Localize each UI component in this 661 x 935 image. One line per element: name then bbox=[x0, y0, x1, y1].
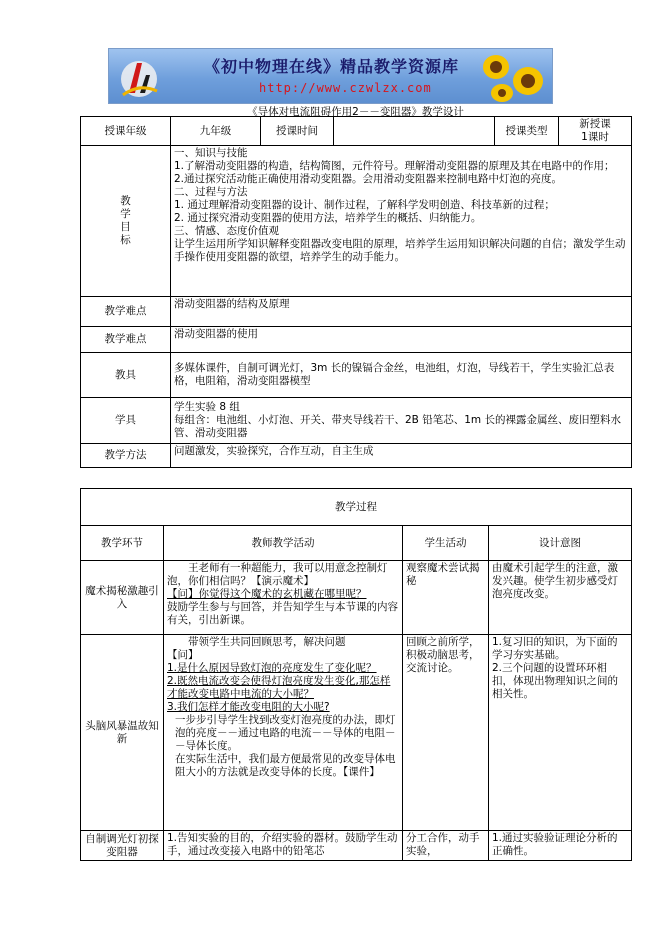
keypoint-value: 滑动变阻器的使用 bbox=[171, 327, 632, 353]
student-tools-label: 学具 bbox=[81, 398, 171, 444]
objective-line: 让学生运用所学知识解释变阻器改变电阻的原理，培养学生运用知识解决问题的自信；激发学生动手操作使用变阻器的欲望，培养学生的动手能力。 bbox=[174, 238, 626, 263]
method-label: 教学方法 bbox=[81, 444, 171, 468]
grade-label: 授课年级 bbox=[81, 117, 171, 146]
site-logo-icon bbox=[115, 53, 163, 101]
row1-teacher-question: 【问】你觉得这个魔术的玄机藏在哪里呢？ bbox=[167, 588, 367, 600]
row3-intent: 1.通过实验验证理论分析的正确性。 bbox=[489, 831, 632, 861]
grade-value: 九年级 bbox=[171, 117, 261, 146]
row2-question: 1.是什么原因导致灯泡的亮度发生了变化呢？ bbox=[167, 662, 377, 674]
row2-intent-line: 1.复习旧的知识，为下面的学习夯实基础。 bbox=[492, 636, 618, 661]
tools-value: 多媒体课件，自制可调光灯，3m 长的镍镉合金丝，电池组，灯泡，导线若干，学生实验汇总表格，电阻箱，滑动变阻器模型 bbox=[171, 353, 632, 398]
row2-teacher-line: 一步步引导学生找到改变灯泡亮度的办法，即灯泡的亮度－－通过电路的电流－－导体的电阻－－导体长度。 bbox=[175, 714, 396, 752]
lesson-info-table bbox=[80, 116, 632, 468]
objective-line: 一、知识与技能 bbox=[174, 147, 248, 159]
row1-student: 观察魔术尝试揭秘 bbox=[403, 561, 489, 635]
banner-url[interactable]: http://www.czwlzx.com bbox=[259, 81, 432, 95]
tools-label: 教具 bbox=[81, 353, 171, 398]
row2-intent-line: 2.三个问题的设置环环相扣，体现出物理知识之间的相关性。 bbox=[492, 662, 618, 700]
row1-teacher-line: 鼓励学生参与与回答，并告知学生与本节课的内容有关，引出新课。 bbox=[167, 601, 398, 626]
row2-teacher-line: 在实际生活中，我们最方便最常见的改变导体电阻大小的方法就是改变导体的长度。【课件】 bbox=[175, 753, 396, 778]
row2-teacher bbox=[164, 635, 403, 831]
row2-student: 回顾之前所学，积极动脑思考，交流讨论。 bbox=[403, 635, 489, 831]
row2-stage: 头脑风暴温故知新 bbox=[81, 635, 164, 831]
header-intent: 设计意图 bbox=[489, 526, 632, 561]
row3-teacher: 1.告知实验的目的，介绍实验的器材。鼓励学生动手，通过改变接入电路中的铅笔芯 bbox=[164, 831, 403, 861]
method-value: 问题激发，实验探究，合作互动，自主生成 bbox=[171, 444, 632, 468]
row2-question: 2.既然电流改变会使得灯泡亮度发生变化,那怎样才能改变电路中电流的大小呢？ bbox=[167, 675, 391, 700]
objectives-label-char: 目 bbox=[120, 221, 131, 233]
row2-question: 3.我们怎样才能改变电阻的大小呢? bbox=[167, 701, 330, 713]
header-stage: 教学环节 bbox=[81, 526, 164, 561]
type-value-line1: 新授课 bbox=[579, 118, 611, 130]
objectives-label bbox=[81, 146, 171, 297]
objective-line: 1. 通过理解滑动变阻器的设计、制作过程，了解科学发明创造、科技革新的过程； bbox=[174, 199, 555, 211]
row1-intent: 由魔术引起学生的注意，激发兴趣。使学生初步感受灯泡亮度改变。 bbox=[489, 561, 632, 635]
objective-line: 三、情感、态度价值观 bbox=[174, 225, 279, 237]
type-label: 授课类型 bbox=[495, 117, 559, 146]
banner-title: 《初中物理在线》精品教学资源库 bbox=[204, 57, 460, 76]
objectives-label-char: 教 bbox=[120, 195, 131, 207]
objective-line: 2.通过探究活动能正确使用滑动变阻器。会用滑动变阻器来控制电路中灯泡的亮度。 bbox=[174, 173, 563, 185]
objective-line: 1.了解滑动变阻器的构造，结构简图，元件符号。理解滑动变阻器的原理及其在电路中的作用； bbox=[174, 160, 615, 172]
type-value-line2: 1课时 bbox=[581, 131, 609, 143]
type-value bbox=[559, 117, 632, 146]
row3-student: 分工合作，动手实验， bbox=[403, 831, 489, 861]
student-tools-line: 学生实验 8 组 bbox=[174, 401, 240, 413]
objectives-label-char: 标 bbox=[120, 234, 131, 246]
document-title: 《导体对电流阻碍作用2－－变阻器》教学设计 bbox=[247, 106, 464, 118]
difficulty-label: 教学难点 bbox=[81, 297, 171, 327]
site-banner bbox=[108, 48, 553, 104]
objectives-content bbox=[171, 146, 632, 297]
row2-intent bbox=[489, 635, 632, 831]
objective-line: 二、过程与方法 bbox=[174, 186, 248, 198]
row1-teacher-line: 王老师有一种超能力，我可以用意念控制灯泡，你们相信吗？【演示魔术】 bbox=[167, 562, 388, 587]
student-tools-line: 每组含：电池组、小灯泡、开关、带夹导线若干、2B 铅笔芯、1m 长的裸露金属丝、废旧塑料水管、滑动变阻器 bbox=[174, 414, 621, 439]
header-teacher: 教师教学活动 bbox=[164, 526, 403, 561]
student-tools-value bbox=[171, 398, 632, 444]
time-label: 授课时间 bbox=[261, 117, 334, 146]
row2-teacher-line: 带领学生共同回顾思考，解决问题 bbox=[188, 636, 346, 648]
time-value bbox=[334, 117, 495, 146]
keypoint-label: 教学难点 bbox=[81, 327, 171, 353]
row2-teacher-line: 【问】 bbox=[167, 649, 199, 661]
sunflower-icon bbox=[466, 51, 546, 103]
objectives-label-char: 学 bbox=[120, 208, 131, 220]
teaching-process-table bbox=[80, 488, 632, 861]
process-title: 教学过程 bbox=[81, 489, 632, 526]
row1-stage: 魔术揭秘激趣引入 bbox=[81, 561, 164, 635]
difficulty-value: 滑动变阻器的结构及原理 bbox=[171, 297, 632, 327]
objective-line: 2. 通过探究滑动变阻器的使用方法，培养学生的概括、归纳能力。 bbox=[174, 212, 482, 224]
row1-teacher bbox=[164, 561, 403, 635]
row3-stage: 自制调光灯初探变阻器 bbox=[81, 831, 164, 861]
header-student: 学生活动 bbox=[403, 526, 489, 561]
